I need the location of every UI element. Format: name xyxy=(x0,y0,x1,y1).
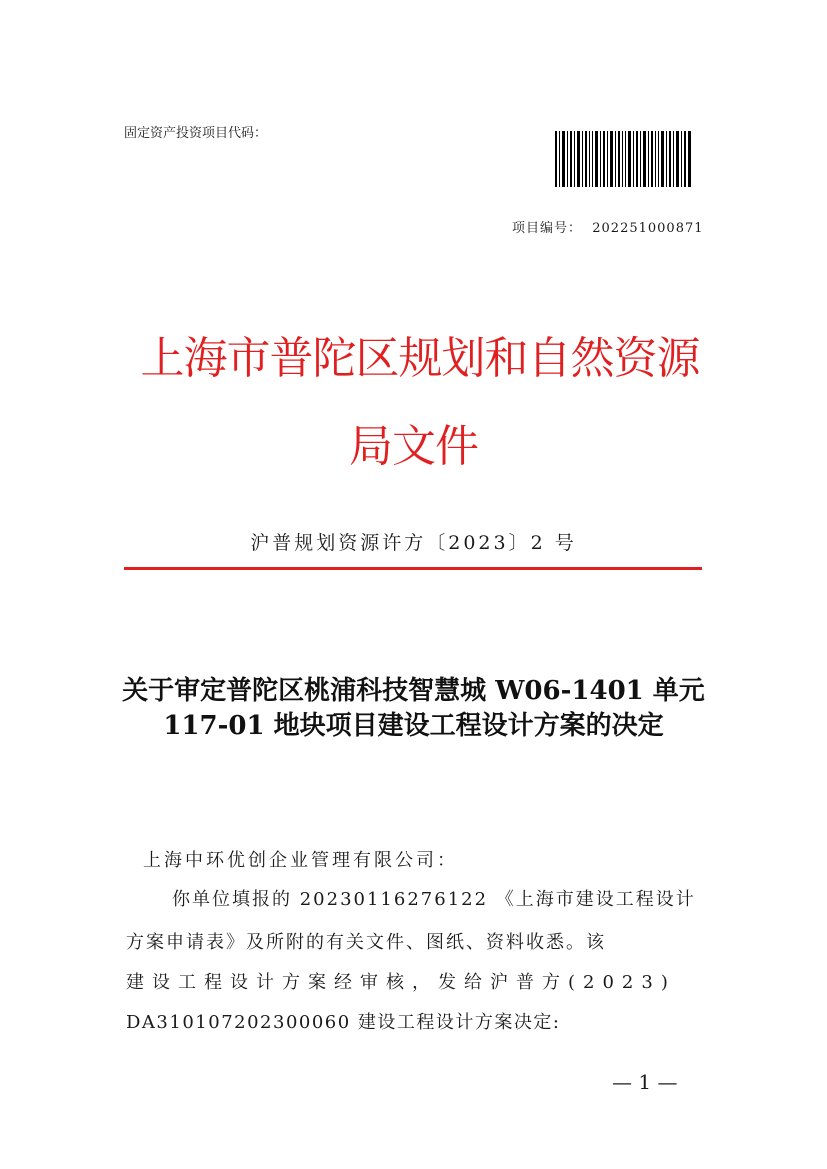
page-number: — 1 — xyxy=(612,1070,678,1094)
body-line: 方案申请表》及所附的有关文件、图纸、资料收悉。该 xyxy=(126,932,606,953)
project-number: 项目编号： 202251000871 xyxy=(512,221,704,236)
body-line: 你单位填报的 20230116276122 《上海市建设工程设计 xyxy=(172,889,696,910)
red-divider xyxy=(124,567,702,570)
document-title: 关于审定普陀区桃浦科技智慧城 W06-1401 单元 117-01 地块项目建设工程设计方案的决定 xyxy=(122,676,705,741)
body-line: DA310107202300060 建设工程设计方案决定: xyxy=(126,1012,561,1033)
document-number: 沪普规划资源许方〔2023〕2 号 xyxy=(250,532,577,554)
recipient: 上海中环优创企业管理有限公司： xyxy=(143,850,458,871)
body-line: 建设工程设计方案经审核，发给沪普方(2023) xyxy=(126,972,676,993)
barcode-icon xyxy=(555,131,691,187)
issuer-header-line1: 上海市普陀区规划和自然资源 xyxy=(140,333,700,384)
fixed-asset-code-label: 固定资产投资项目代码： xyxy=(124,126,268,141)
issuer-header-line2: 局文件 xyxy=(349,421,478,472)
